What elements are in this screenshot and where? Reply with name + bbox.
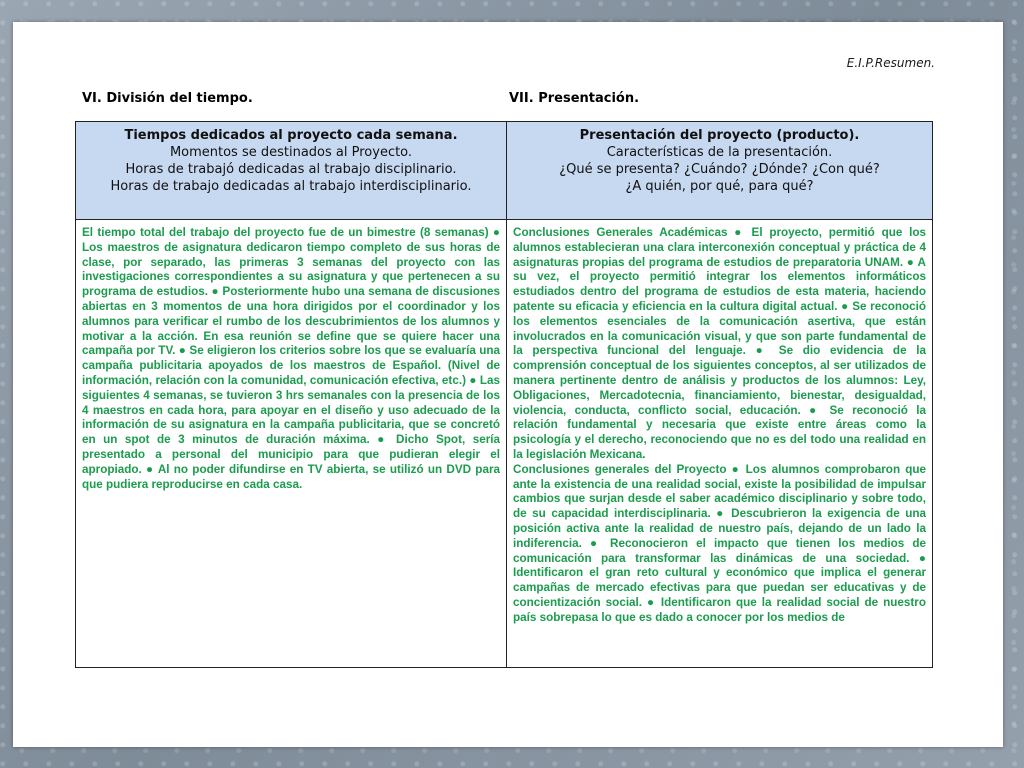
section-title-presentacion: VII. Presentación. — [509, 91, 640, 106]
right-body-paragraph-2: Conclusiones generales del Proyecto ● Los alumnos comprobaron que ante la existencia de una realidad social, existe la posibilidad de impulsar cambios que surjan desde el saber académico disciplinario y sobre todo, de su capacidad interdisciplinaria. ● Descubrieron la exigencia de una posición activa ante la realidad de nuestro país, dejando de un lado la indiferencia. ● Reconocieron el impacto que tienen los medios de comunicación para transformar las dinámicas de una sociedad. ● Identificaron el gran reto cultural y económico que implica el generar campañas de mercado efectivas para que puedan ser educativas y de concientización social. ● Identificaron que la realidad social de nuestro país sobrepasa lo que es dado a conocer por los medios de — [513, 462, 926, 624]
left-header-cell — [76, 122, 507, 220]
right-header-line-2: ¿Qué se presenta? ¿Cuándo? ¿Dónde? ¿Con qué? — [559, 162, 880, 177]
left-header-line-3: Horas de trabajo dedicadas al trabajo interdisciplinario. — [110, 179, 472, 194]
right-body-cell — [507, 220, 933, 668]
right-header-line-1: Características de la presentación. — [606, 145, 833, 160]
left-body-cell — [76, 220, 507, 668]
left-header-line-1: Momentos se destinados al Proyecto. — [169, 145, 413, 160]
left-header-line-2: Horas de trabajó dedicadas al trabajo disciplinario. — [125, 162, 457, 177]
slide — [13, 22, 1003, 747]
content-table — [75, 121, 933, 668]
header-note: E.I.P.Resumen. — [846, 56, 935, 70]
section-title-division-tiempo: VI. División del tiempo. — [82, 91, 253, 106]
left-header-title: Tiempos dedicados al proyecto cada semana. — [124, 128, 458, 143]
right-body-paragraph-1: Conclusiones Generales Académicas ● El proyecto, permitió que los alumnos establecieran una clara interconexión conceptual y práctica de 4 asignaturas propias del programa de estudios de preparatoria UNAM. ● A su vez, el proyecto permitió integrar los elementos informáticos estudiados dentro del programa de estudios de esta materia, haciendo patente su eficacia y eficiencia en la cultura digital actual. ● Se reconoció los elementos esenciales de la comunicación asertiva, que están involucrados en la comunicación visual, y que son parte fundamental de la perspectiva funcional del lenguaje. ● Se dio evidencia de la comprensión conceptual de los siguientes conceptos, al ser utilizados de manera pertinente dentro de análisis y productos de los alumnos: Ley, Obligaciones, Mercadotecnia, financiamiento, bienestar, desigualdad, violencia, conducta, conflicto social, educación. ● Se reconoció la relación fundamental y necesaria que existe entre áreas como la psicología y el derecho, reconociendo que no es del todo una realidad en la legislación Mexicana. — [513, 226, 926, 461]
right-header-line-3: ¿A quién, por qué, para qué? — [625, 179, 814, 194]
left-body-text: El tiempo total del trabajo del proyecto fue de un bimestre (8 semanas) ● Los maestros de asignatura dedicaron tiempo completo de sus horas de clase, por separado, las primeras 3 semanas del proyecto con las investigaciones correspondientes a su asignatura y que pertenecen a su programa de estudios. ● Posteriormente hubo una semana de discusiones abiertas en 3 momentos de una hora dirigidos por el coordinador y los alumnos para verificar el rumbo de los descubrimientos de los alumnos y motivar a la acción. En esa reunión se define que se quiere hacer una campaña por TV. ● Se eligieron los criterios sobre los que se evaluaría una campaña publicitaria apoyados de los maestros de Español. (Nivel de información, relación con la comunidad, comunicación efectiva, etc.) ● Las siguientes 4 semanas, se tuvieron 3 hrs semanales con la presencia de los 4 maestros en cada hora, para apoyar en el diseño y uso adecuado de la información de su asignatura en la campaña publicitaria, que se concretó en un spot de 3 minutos de duración máxima. ● Dicho Spot, sería presentado a personal del municipio para que pudieran elegir el apropiado. ● Al no poder difundirse en TV abierta, se utilizó un DVD para que pudiera reproducirse en cada casa. — [82, 226, 500, 491]
right-header-cell — [507, 122, 933, 220]
right-header-title: Presentación del proyecto (producto). — [579, 128, 860, 143]
